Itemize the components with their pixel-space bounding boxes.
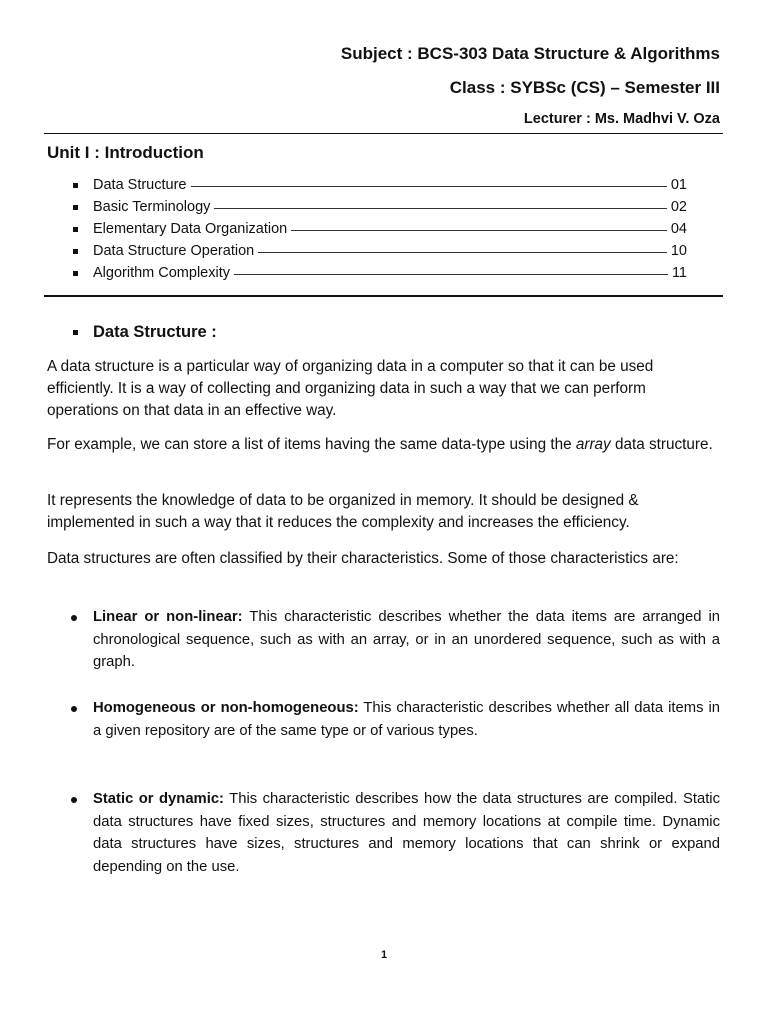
page-number: 1 — [380, 949, 388, 961]
characteristic-item — [93, 697, 720, 742]
table-of-contents — [73, 174, 687, 284]
lecturer-header: Lecturer : Ms. Madhvi V. Oza — [523, 111, 720, 127]
toc-leader-line — [258, 252, 667, 253]
square-bullet-icon — [73, 271, 78, 276]
toc-page-number: 04 — [670, 221, 687, 237]
round-bullet-icon — [71, 797, 77, 803]
characteristic-term: Static or dynamic: — [93, 791, 224, 807]
characteristic-item — [93, 606, 720, 674]
toc-item — [73, 262, 687, 284]
section-heading-text: Data Structure : — [93, 323, 217, 341]
array-term: array — [575, 436, 611, 453]
header-divider — [44, 133, 723, 134]
section-heading — [73, 323, 217, 342]
subject-header: Subject : BCS-303 Data Structure & Algorithms — [340, 44, 720, 63]
characteristic-item — [93, 788, 720, 878]
toc-label: Basic Terminology — [93, 199, 211, 215]
toc-page-number: 10 — [670, 243, 687, 259]
toc-page-number: 01 — [670, 177, 687, 193]
square-bullet-icon — [73, 205, 78, 210]
unit-title: Unit I : Introduction — [47, 143, 204, 162]
toc-page-number: 02 — [670, 199, 687, 215]
characteristic-description: This characteristic describes whether all data items in a given repository are of the same type or of various types. — [93, 700, 720, 739]
toc-label: Algorithm Complexity — [93, 265, 230, 281]
toc-item — [73, 174, 687, 196]
paragraph-example-text-end: data structure. — [610, 436, 713, 453]
round-bullet-icon — [71, 615, 77, 621]
characteristic-description: This characteristic describes whether the data items are arranged in chronological sequence, such as with an array, or in an unordered sequence, such as with a graph. — [93, 609, 720, 670]
characteristic-term: Homogeneous or non-homogeneous: — [93, 700, 359, 716]
square-bullet-icon — [73, 183, 78, 188]
toc-item — [73, 218, 687, 240]
toc-leader-line — [214, 208, 666, 209]
paragraph-example — [47, 434, 720, 456]
toc-leader-line — [234, 274, 668, 275]
toc-item — [73, 196, 687, 218]
paragraph-example-text: For example, we can store a list of items having the same data-type using the — [47, 436, 576, 453]
toc-leader-line — [291, 230, 667, 231]
round-bullet-icon — [71, 706, 77, 712]
toc-label: Elementary Data Organization — [93, 221, 288, 237]
toc-leader-line — [191, 186, 667, 187]
toc-page-number: 11 — [671, 265, 687, 281]
class-header: Class : SYBSc (CS) – Semester III — [449, 78, 720, 97]
paragraph-definition: A data structure is a particular way of organizing data in a computer so that it can be used efficiently. It is a way of collecting and organizing data in such a way that we can perform operations on that data in an effective way. — [47, 358, 654, 419]
toc-divider — [44, 295, 723, 297]
toc-item — [73, 240, 687, 262]
characteristic-description: This characteristic describes how the data structures are compiled. Static data structures have fixed sizes, structures and memory locations at compile time. Dynamic data structures have sizes, structures and memory locations that can shrink or expand depending on the use. — [93, 791, 720, 875]
square-bullet-icon — [73, 330, 78, 335]
square-bullet-icon — [73, 227, 78, 232]
toc-label: Data Structure Operation — [93, 243, 255, 259]
square-bullet-icon — [73, 249, 78, 254]
characteristic-term: Linear or non-linear: — [93, 609, 243, 625]
paragraph-classification: Data structures are often classified by their characteristics. Some of those characteristics are: — [47, 550, 679, 567]
toc-label: Data Structure — [93, 177, 187, 193]
paragraph-knowledge: It represents the knowledge of data to be organized in memory. It should be designed & implemented in such a way that it reduces the complexity and increases the efficiency. — [47, 492, 639, 531]
